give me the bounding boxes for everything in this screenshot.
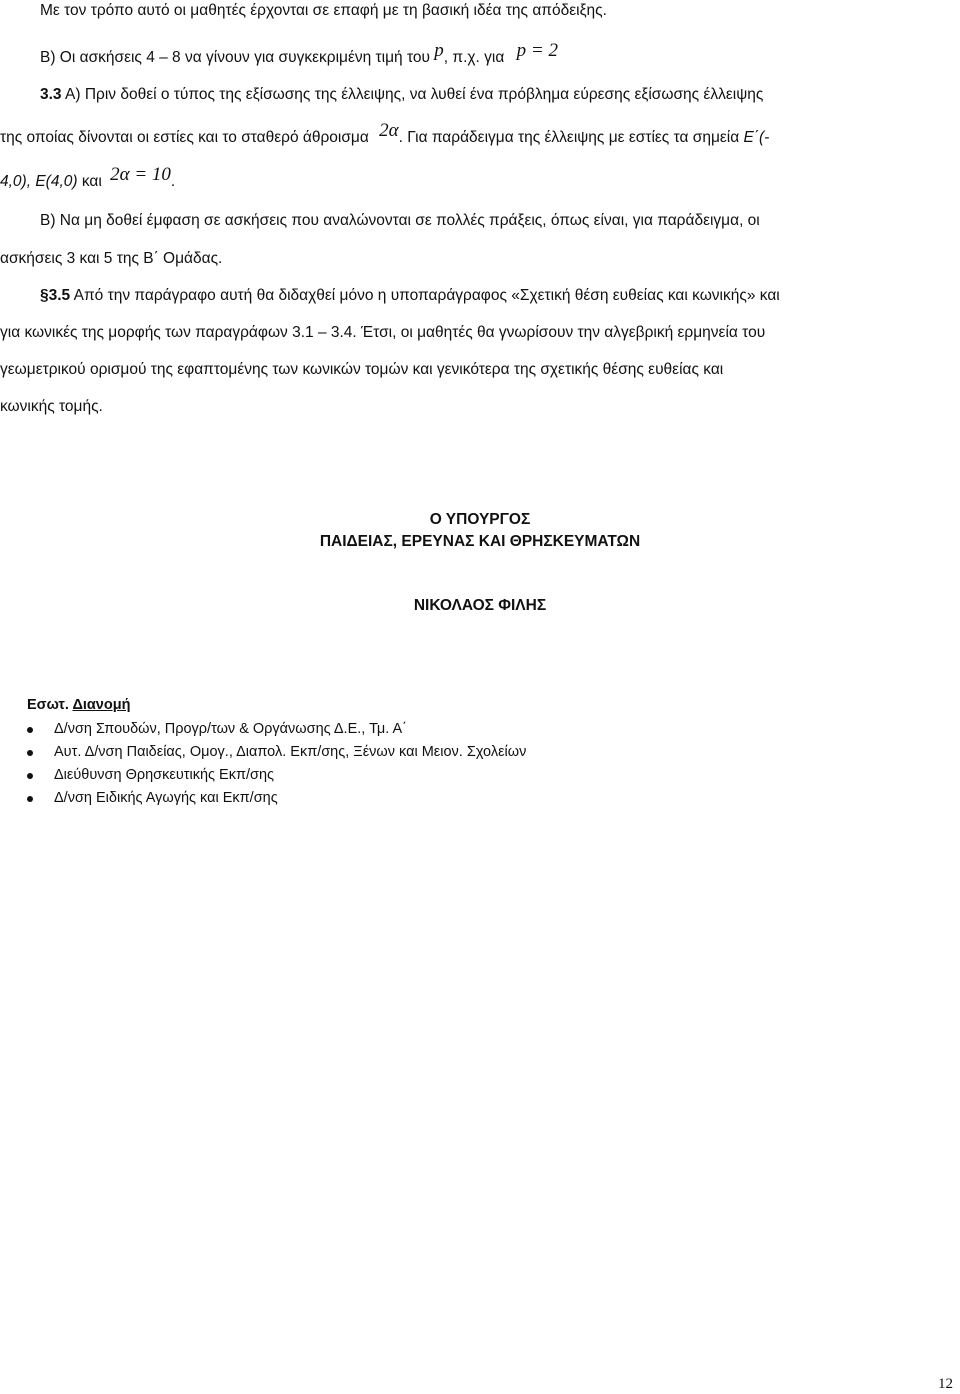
math-expression: 2α bbox=[379, 120, 399, 141]
distribution-heading bbox=[27, 697, 130, 713]
list-item-text: Δ/νση Ειδικής Αγωγής και Εκπ/σης bbox=[54, 790, 278, 806]
list-item bbox=[27, 764, 526, 787]
text-span: Ε΄(- bbox=[743, 129, 770, 146]
bullet-icon bbox=[27, 773, 33, 779]
text-span: . Για παράδειγμα της έλλειψης με εστίες τα σημεία bbox=[398, 129, 740, 146]
list-item-text: Διεύθυνση Θρησκευτικής Εκπ/σης bbox=[54, 767, 275, 783]
text-span: Από την παράγραφο αυτή θα διδαχθεί μόνο η υποπαράγραφος «Σχετική θέση ευθείας και κωνικής» και bbox=[73, 287, 780, 304]
text-line bbox=[0, 120, 770, 148]
bullet-icon bbox=[27, 727, 33, 733]
text-line bbox=[40, 40, 558, 68]
section-number: §3.5 bbox=[40, 287, 71, 304]
text-line: κωνικής τομής. bbox=[0, 398, 103, 415]
text-span: , π.χ. για bbox=[443, 49, 505, 66]
math-expression: 2α = 10 bbox=[110, 164, 171, 185]
text-span: Β) Οι ασκήσεις 4 – 8 να γίνουν για συγκεκριμένη τιμή του bbox=[40, 49, 430, 66]
list-item bbox=[27, 787, 526, 810]
section-number: 3.3 bbox=[40, 86, 62, 103]
math-expression: p bbox=[434, 40, 444, 61]
list-item-text: Αυτ. Δ/νση Παιδείας, Ομογ., Διαπολ. Εκπ/σης, Ξένων και Μειον. Σχολείων bbox=[54, 744, 527, 760]
math-expression: p = 2 bbox=[516, 40, 558, 61]
bullet-icon bbox=[27, 796, 33, 802]
text-line: Με τον τρόπο αυτό οι μαθητές έρχονται σε επαφή με τη βασική ιδέα της απόδειξης. bbox=[40, 2, 607, 19]
text-span: και bbox=[81, 173, 102, 190]
text-span: Α) Πριν δοθεί ο τύπος της εξίσωσης της έλλειψης, να λυθεί ένα πρόβλημα εύρεσης εξίσωσης έλλειψης bbox=[65, 86, 764, 103]
distribution-list bbox=[27, 718, 526, 810]
text-line: ασκήσεις 3 και 5 της Β΄ Ομάδας. bbox=[0, 250, 223, 267]
distribution-prefix: Εσωτ. bbox=[27, 697, 69, 713]
distribution-title: Διανομή bbox=[72, 697, 131, 713]
text-line: για κωνικές της μορφής των παραγράφων 3.1 – 3.4. Έτσι, οι μαθητές θα γνωρίσουν την αλγεβρική ερμηνεία του bbox=[0, 324, 766, 341]
list-item bbox=[27, 741, 526, 764]
bullet-icon bbox=[27, 750, 33, 756]
text-line bbox=[40, 86, 763, 104]
text-line: Β) Να μη δοθεί έμφαση σε ασκήσεις που αναλώνονται σε πολλές πράξεις, όπως είναι, για παράδειγμα, οι bbox=[40, 212, 760, 229]
text-span: 4,0), Ε(4,0) bbox=[0, 173, 78, 190]
text-line bbox=[40, 287, 780, 305]
signature-title: Ο ΥΠΟΥΡΓΟΣ bbox=[429, 511, 531, 528]
list-item bbox=[27, 718, 526, 741]
text-span: . bbox=[170, 173, 176, 190]
page-number: 12 bbox=[938, 1376, 953, 1392]
signature-name: ΝΙΚΟΛΑΟΣ ΦΙΛΗΣ bbox=[413, 597, 547, 614]
text-line: γεωμετρικού ορισμού της εφαπτομένης των κωνικών τομών και γενικότερα της σχετικής θέσης ευθείας και bbox=[0, 361, 724, 378]
signature-ministry: ΠΑΙΔΕΙΑΣ, ΕΡΕΥΝΑΣ ΚΑΙ ΘΡΗΣΚΕΥΜΑΤΩΝ bbox=[319, 533, 641, 550]
list-item-text: Δ/νση Σπουδών, Προγρ/των & Οργάνωσης Δ.Ε., Τμ. Α΄ bbox=[54, 721, 407, 737]
text-span: της οποίας δίνονται οι εστίες και το σταθερό άθροισμα bbox=[0, 129, 369, 146]
text-line bbox=[0, 164, 176, 192]
